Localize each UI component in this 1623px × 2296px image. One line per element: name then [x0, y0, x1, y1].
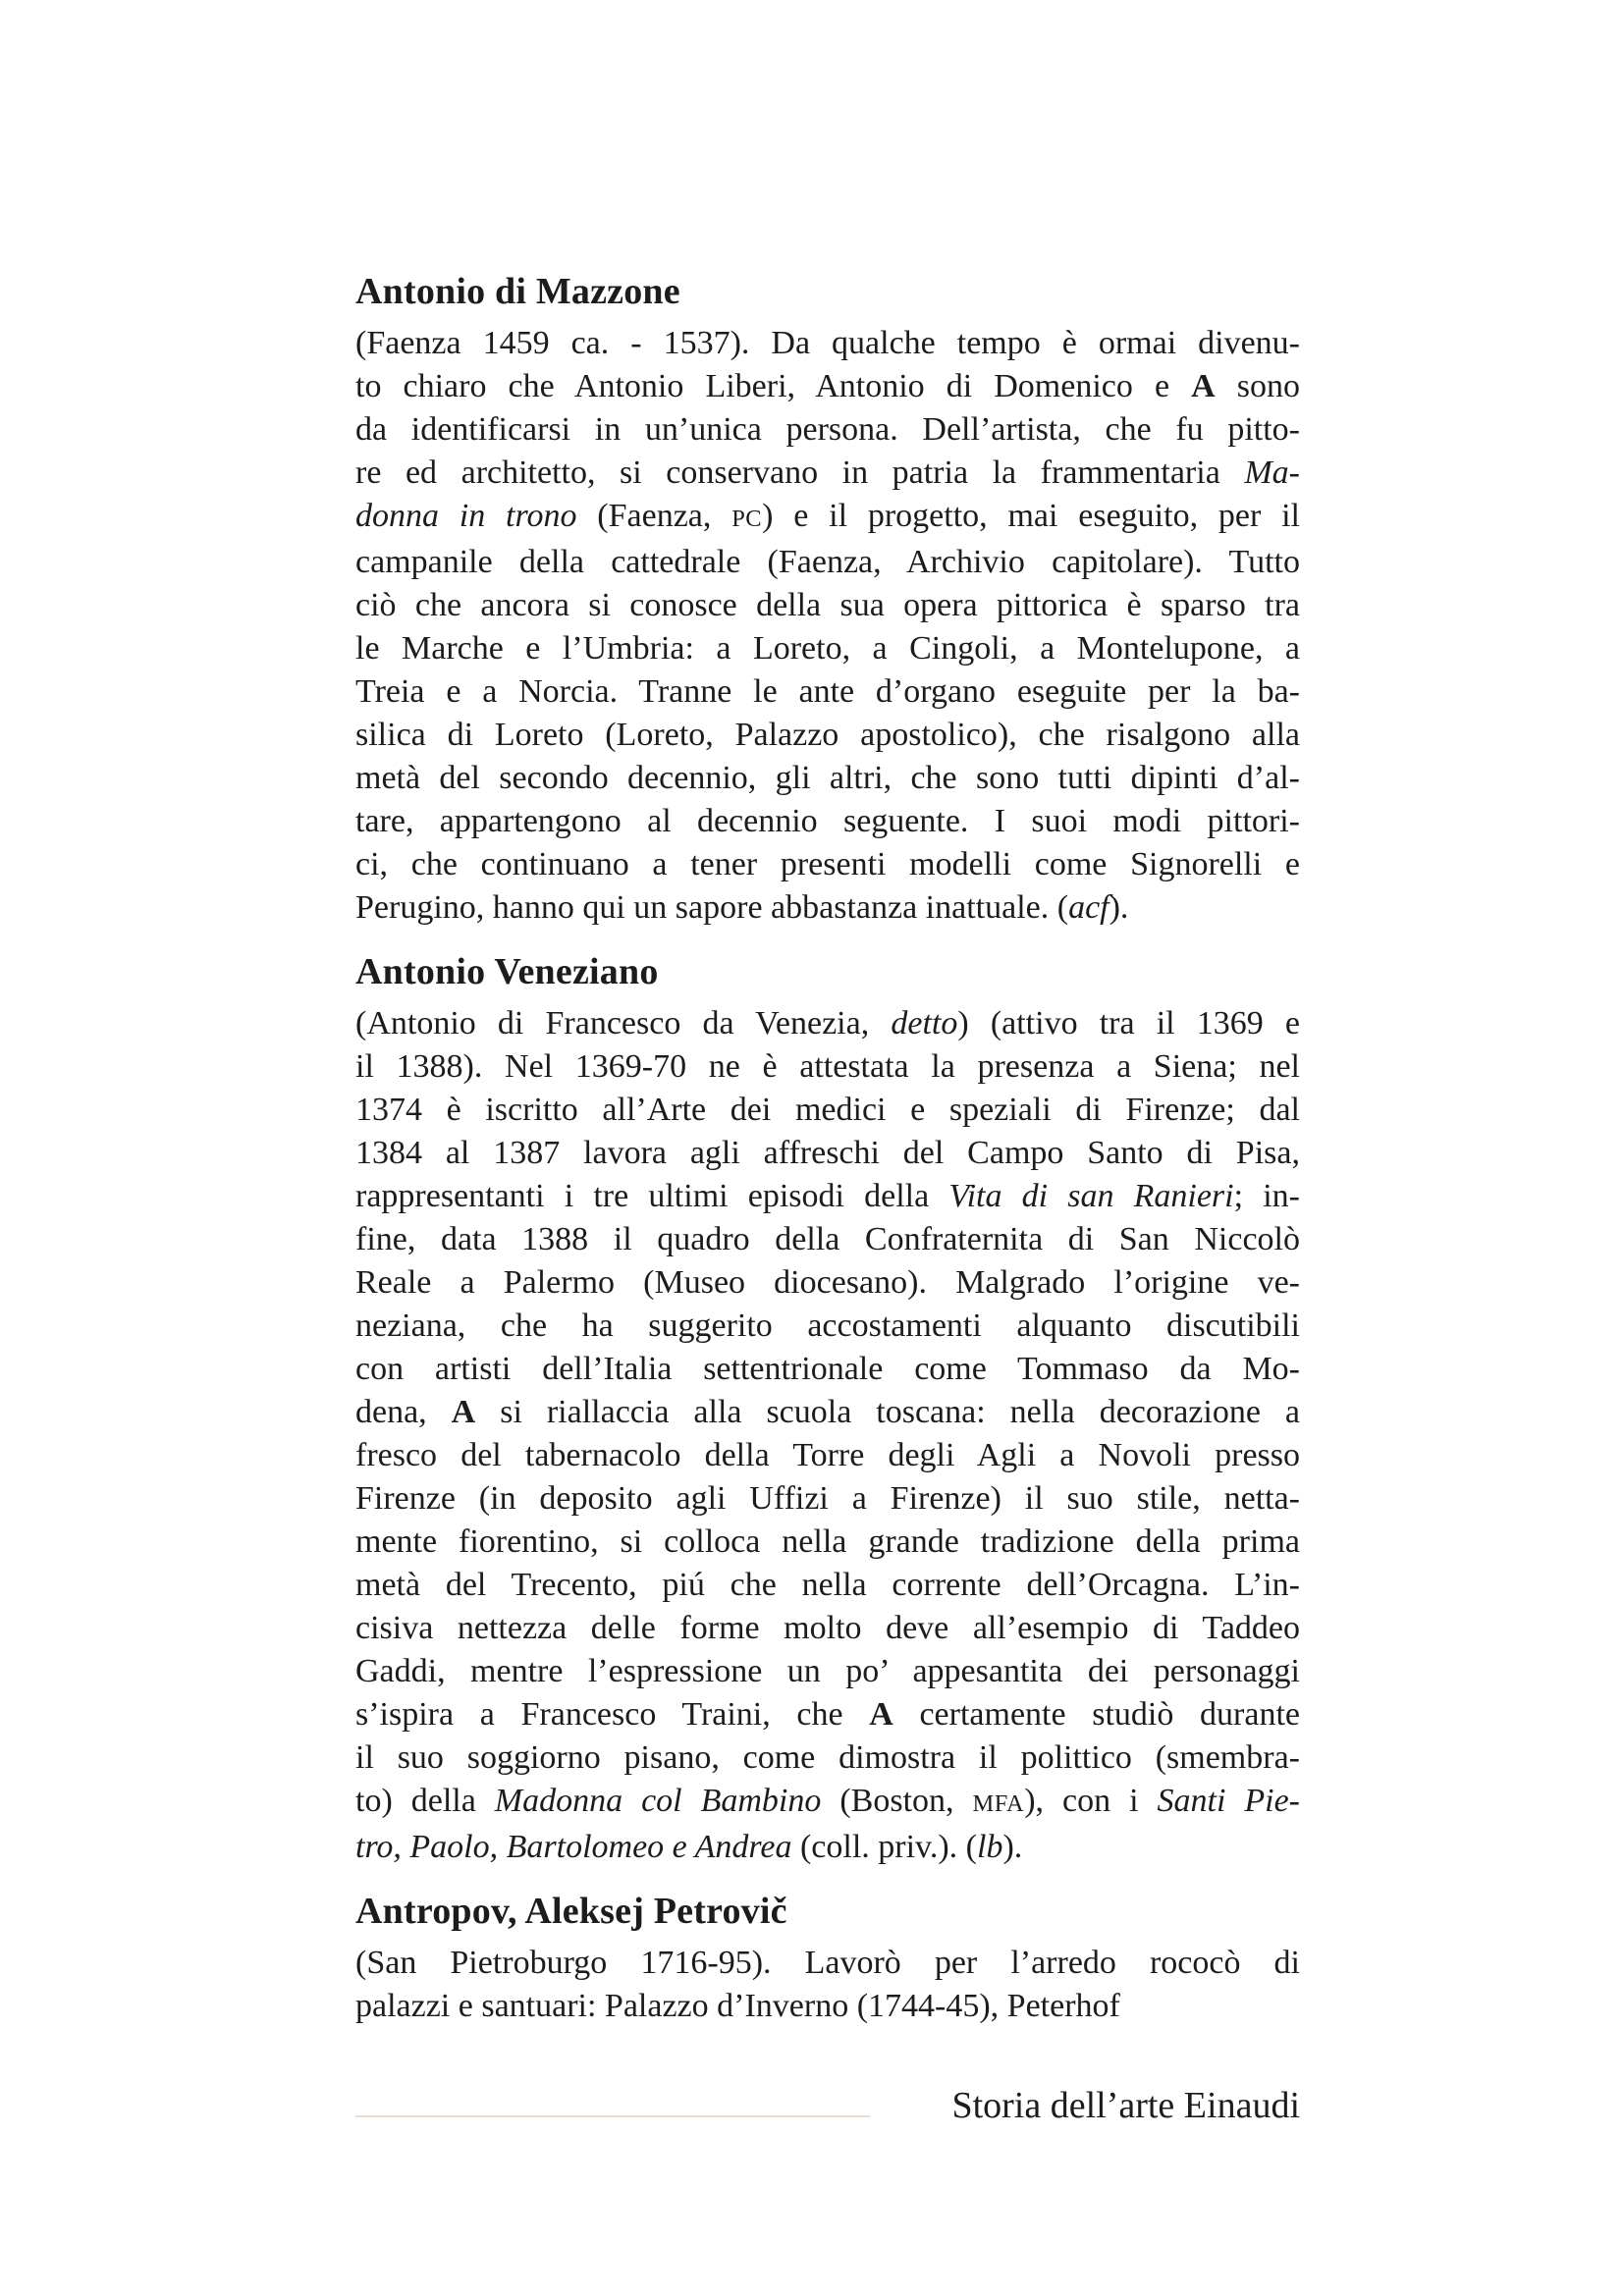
- text-line: tare, appartengono al decennio seguente. I suoi modi pittori-: [355, 803, 1300, 839]
- text-line: to) della Madonna col Bambino (Boston, MFA), con i Santi Pie-: [355, 1783, 1300, 1819]
- text-line: (Antonio di Francesco da Venezia, detto) (attivo tra il 1369 e: [355, 1005, 1300, 1041]
- text-line: s’ispira a Francesco Traini, che A certamente studiò durante: [355, 1696, 1300, 1733]
- entry-body: [355, 1942, 1300, 2028]
- text-line: metà del Trecento, piú che nella corrente dell’Orcagna. L’in-: [355, 1567, 1300, 1603]
- text-line: il suo soggiorno pisano, come dimostra il polittico (smembra-: [355, 1739, 1300, 1776]
- text-line: da identificarsi in un’unica persona. Dell’artista, che fu pitto-: [355, 411, 1300, 448]
- text-line: Gaddi, mentre l’espressione un po’ appesantita dei personaggi: [355, 1653, 1300, 1689]
- entry-body: [355, 322, 1300, 930]
- text-line: campanile della cattedrale (Faenza, Archivio capitolare). Tutto: [355, 544, 1300, 580]
- entry-title: Antropov, Aleksej Petrovič: [355, 1891, 787, 1932]
- text-line: donna in trono (Faenza, PC) e il progetto, mai eseguito, per il: [355, 498, 1300, 534]
- text-line: fine, data 1388 il quadro della Confraternita di San Niccolò: [355, 1221, 1300, 1257]
- text-line: cisiva nettezza delle forme molto deve all’esempio di Taddeo: [355, 1610, 1300, 1646]
- text-line: Perugino, hanno qui un sapore abbastanza inattuale. (acf).: [355, 889, 1129, 926]
- text-line: mente fiorentino, si colloca nella grande tradizione della prima: [355, 1523, 1300, 1560]
- text-column: [355, 267, 1300, 2046]
- text-line: neziana, che ha suggerito accostamenti alquanto discutibili: [355, 1308, 1300, 1344]
- text-line: fresco del tabernacolo della Torre degli Agli a Novoli presso: [355, 1437, 1300, 1473]
- text-line: (San Pietroburgo 1716-95). Lavorò per l’arredo rococò di: [355, 1945, 1300, 1981]
- text-line: ci, che continuano a tener presenti modelli come Signorelli e: [355, 846, 1300, 882]
- text-line: Reale a Palermo (Museo diocesano). Malgrado l’origine ve-: [355, 1264, 1300, 1301]
- text-line: le Marche e l’Umbria: a Loreto, a Cingoli, a Montelupone, a: [355, 630, 1300, 667]
- text-line: metà del secondo decennio, gli altri, che sono tutti dipinti d’al-: [355, 760, 1300, 796]
- text-line: palazzi e santuari: Palazzo d’Inverno (1744-45), Peterhof: [355, 1988, 1120, 2024]
- entry-antropov: [355, 1887, 1300, 2028]
- text-line: Treia e a Norcia. Tranne le ante d’organo eseguite per la ba-: [355, 673, 1300, 710]
- text-line: tro, Paolo, Bartolomeo e Andrea (coll. priv.). (lb).: [355, 1829, 1023, 1865]
- text-line: 1374 è iscritto all’Arte dei medici e speziali di Firenze; dal: [355, 1092, 1300, 1128]
- text-line: silica di Loreto (Loreto, Palazzo apostolico), che risalgono alla: [355, 717, 1300, 753]
- text-line: con artisti dell’Italia settentrionale come Tommaso da Mo-: [355, 1351, 1300, 1387]
- entry-antonio-di-mazzone: [355, 267, 1300, 930]
- entry-title: Antonio di Mazzone: [355, 271, 680, 312]
- footer-publisher: Storia dell’arte Einaudi: [951, 2085, 1300, 2126]
- text-line: to chiaro che Antonio Liberi, Antonio di Domenico e A sono: [355, 368, 1300, 404]
- entry-title: Antonio Veneziano: [355, 951, 659, 992]
- text-line: il 1388). Nel 1369-70 ne è attestata la presenza a Siena; nel: [355, 1048, 1300, 1085]
- text-line: rappresentanti i tre ultimi episodi della Vita di san Ranieri; in-: [355, 1178, 1300, 1214]
- text-line: (Faenza 1459 ca. - 1537). Da qualche tempo è ormai divenu-: [355, 325, 1300, 361]
- entry-body: [355, 1002, 1300, 1869]
- text-line: dena, A si riallaccia alla scuola toscana: nella decorazione a: [355, 1394, 1300, 1430]
- text-line: re ed architetto, si conservano in patria la frammentaria Ma-: [355, 454, 1300, 491]
- text-line: ciò che ancora si conosce della sua opera pittorica è sparso tra: [355, 587, 1300, 623]
- text-line: 1384 al 1387 lavora agli affreschi del Campo Santo di Pisa,: [355, 1135, 1300, 1171]
- entry-antonio-veneziano: [355, 947, 1300, 1869]
- text-line: Firenze (in deposito agli Uffizi a Firenze) il suo stile, netta-: [355, 1480, 1300, 1517]
- footer-rule: [355, 2115, 870, 2117]
